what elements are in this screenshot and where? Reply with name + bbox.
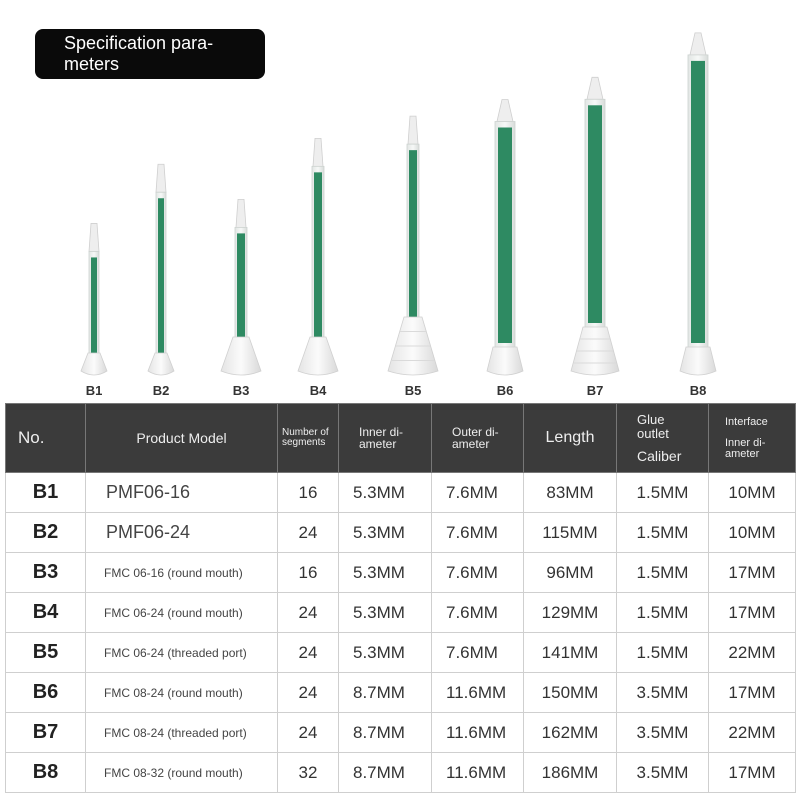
header-interface-line-1: Interface [725,415,768,428]
cell-no: B3 [6,553,86,593]
cell-model: FMC 08-24 (round mouth) [86,673,278,713]
static-mixer-element [588,105,602,323]
cell-glue: 3.5MM [617,753,709,793]
static-mixer-element [498,128,512,344]
cell-inner: 5.3MM [339,593,432,633]
static-mixer-element [691,61,705,343]
header-glue-line-1: Glue [637,412,665,427]
cell-length: 162MM [524,713,617,753]
cell-glue: 3.5MM [617,713,709,753]
header-interface-inner-diameter [709,404,796,473]
cell-model: FMC 08-32 (round mouth) [86,753,278,793]
cell-no: B5 [6,633,86,673]
nozzle-label: B4 [309,383,327,398]
header-segments-line-1: Number of [282,427,329,438]
header-segments-line-2: segments [282,437,326,448]
nozzle-cone-base [680,347,716,375]
nozzle-tip [156,164,166,192]
cell-no: B6 [6,673,86,713]
cell-interface: 10MM [709,473,796,513]
table-row [6,753,796,793]
table-row [6,513,796,553]
cell-outer: 7.6MM [432,513,524,553]
cell-interface: 17MM [709,753,796,793]
nozzle-tip [690,33,706,55]
cell-glue: 3.5MM [617,673,709,713]
header-outer-line-1: Outer di- [452,425,499,439]
nozzle-label: B6 [496,383,514,398]
header-length: Length [524,404,617,473]
nozzle-label: B5 [404,383,422,398]
cell-segments: 24 [278,713,339,753]
nozzle-label: B8 [689,383,707,398]
cell-interface: 10MM [709,513,796,553]
cell-segments: 24 [278,633,339,673]
cell-outer: 11.6MM [432,713,524,753]
cell-inner: 5.3MM [339,513,432,553]
header-segments [278,404,339,473]
cell-interface: 17MM [709,553,796,593]
header-outer-line-2: ameter [452,437,490,451]
spec-title-line-2: meters [64,54,120,74]
cell-outer: 11.6MM [432,753,524,793]
nozzle-cone-base [148,353,174,375]
cell-glue: 1.5MM [617,633,709,673]
cell-no: B2 [6,513,86,553]
static-mixer-element [91,257,97,355]
table-row [6,473,796,513]
table-header-row [6,404,796,473]
cell-length: 83MM [524,473,617,513]
cell-outer: 7.6MM [432,593,524,633]
table-row [6,593,796,633]
cell-glue: 1.5MM [617,593,709,633]
cell-outer: 7.6MM [432,553,524,593]
table-row [6,673,796,713]
table-row [6,633,796,673]
cell-interface: 17MM [709,593,796,633]
header-no: No. [6,404,86,473]
table-row [6,713,796,753]
cell-length: 141MM [524,633,617,673]
nozzle-cone-base [221,337,261,375]
cell-outer: 7.6MM [432,633,524,673]
cell-model: FMC 06-16 (round mouth) [86,553,278,593]
cell-interface: 22MM [709,633,796,673]
cell-inner: 5.3MM [339,633,432,673]
static-mixer-element [409,150,417,319]
cell-segments: 16 [278,473,339,513]
cell-no: B7 [6,713,86,753]
cell-model: PMF06-16 [86,473,278,513]
cell-segments: 24 [278,673,339,713]
static-mixer-element [237,233,245,339]
cell-no: B4 [6,593,86,633]
cell-inner: 5.3MM [339,473,432,513]
header-glue-line-3: Caliber [637,448,682,464]
cell-no: B1 [6,473,86,513]
header-glue-line-2: outlet [637,426,669,441]
spec-table [5,403,796,793]
spec-title-line-1: Specification para- [64,33,214,53]
nozzle-label: B1 [85,383,103,398]
nozzle-tip [587,77,603,99]
cell-inner: 8.7MM [339,713,432,753]
cell-length: 96MM [524,553,617,593]
header-outer-diameter [432,404,524,473]
nozzle-cone-base [298,337,338,375]
header-interface-line-3: ameter [725,447,760,460]
nozzle-label: B7 [586,383,604,398]
cell-no: B8 [6,753,86,793]
cell-outer: 11.6MM [432,673,524,713]
cell-inner: 8.7MM [339,673,432,713]
cell-length: 186MM [524,753,617,793]
nozzle-cone-base [81,353,107,375]
nozzle-label: B3 [232,383,250,398]
cell-segments: 32 [278,753,339,793]
cell-segments: 24 [278,593,339,633]
cell-length: 129MM [524,593,617,633]
nozzle-tip [236,199,246,227]
nozzle-tip [313,138,323,166]
cell-length: 150MM [524,673,617,713]
cell-model: PMF06-24 [86,513,278,553]
cell-glue: 1.5MM [617,553,709,593]
nozzle-label: B2 [152,383,170,398]
header-inner-line-2: ameter [359,437,397,451]
header-inner-diameter [339,404,432,473]
header-product-model: Product Model [86,404,278,473]
cell-inner: 8.7MM [339,753,432,793]
cell-model: FMC 08-24 (threaded port) [86,713,278,753]
static-mixer-element [314,172,322,339]
header-glue-outlet-caliber [617,404,709,473]
cell-glue: 1.5MM [617,473,709,513]
nozzle-tip [408,116,418,144]
cell-segments: 16 [278,553,339,593]
nozzle-cone-base [487,347,523,375]
header-inner-line-1: Inner di- [359,425,404,439]
cell-outer: 7.6MM [432,473,524,513]
nozzle-tip [89,223,99,251]
header-interface-line-2: Inner di- [725,436,766,449]
cell-segments: 24 [278,513,339,553]
cell-model: FMC 06-24 (threaded port) [86,633,278,673]
cell-interface: 22MM [709,713,796,753]
table-row [6,553,796,593]
cell-inner: 5.3MM [339,553,432,593]
static-mixer-element [158,198,164,355]
cell-glue: 1.5MM [617,513,709,553]
cell-model: FMC 06-24 (round mouth) [86,593,278,633]
nozzle-tip [497,100,513,122]
cell-length: 115MM [524,513,617,553]
cell-interface: 17MM [709,673,796,713]
